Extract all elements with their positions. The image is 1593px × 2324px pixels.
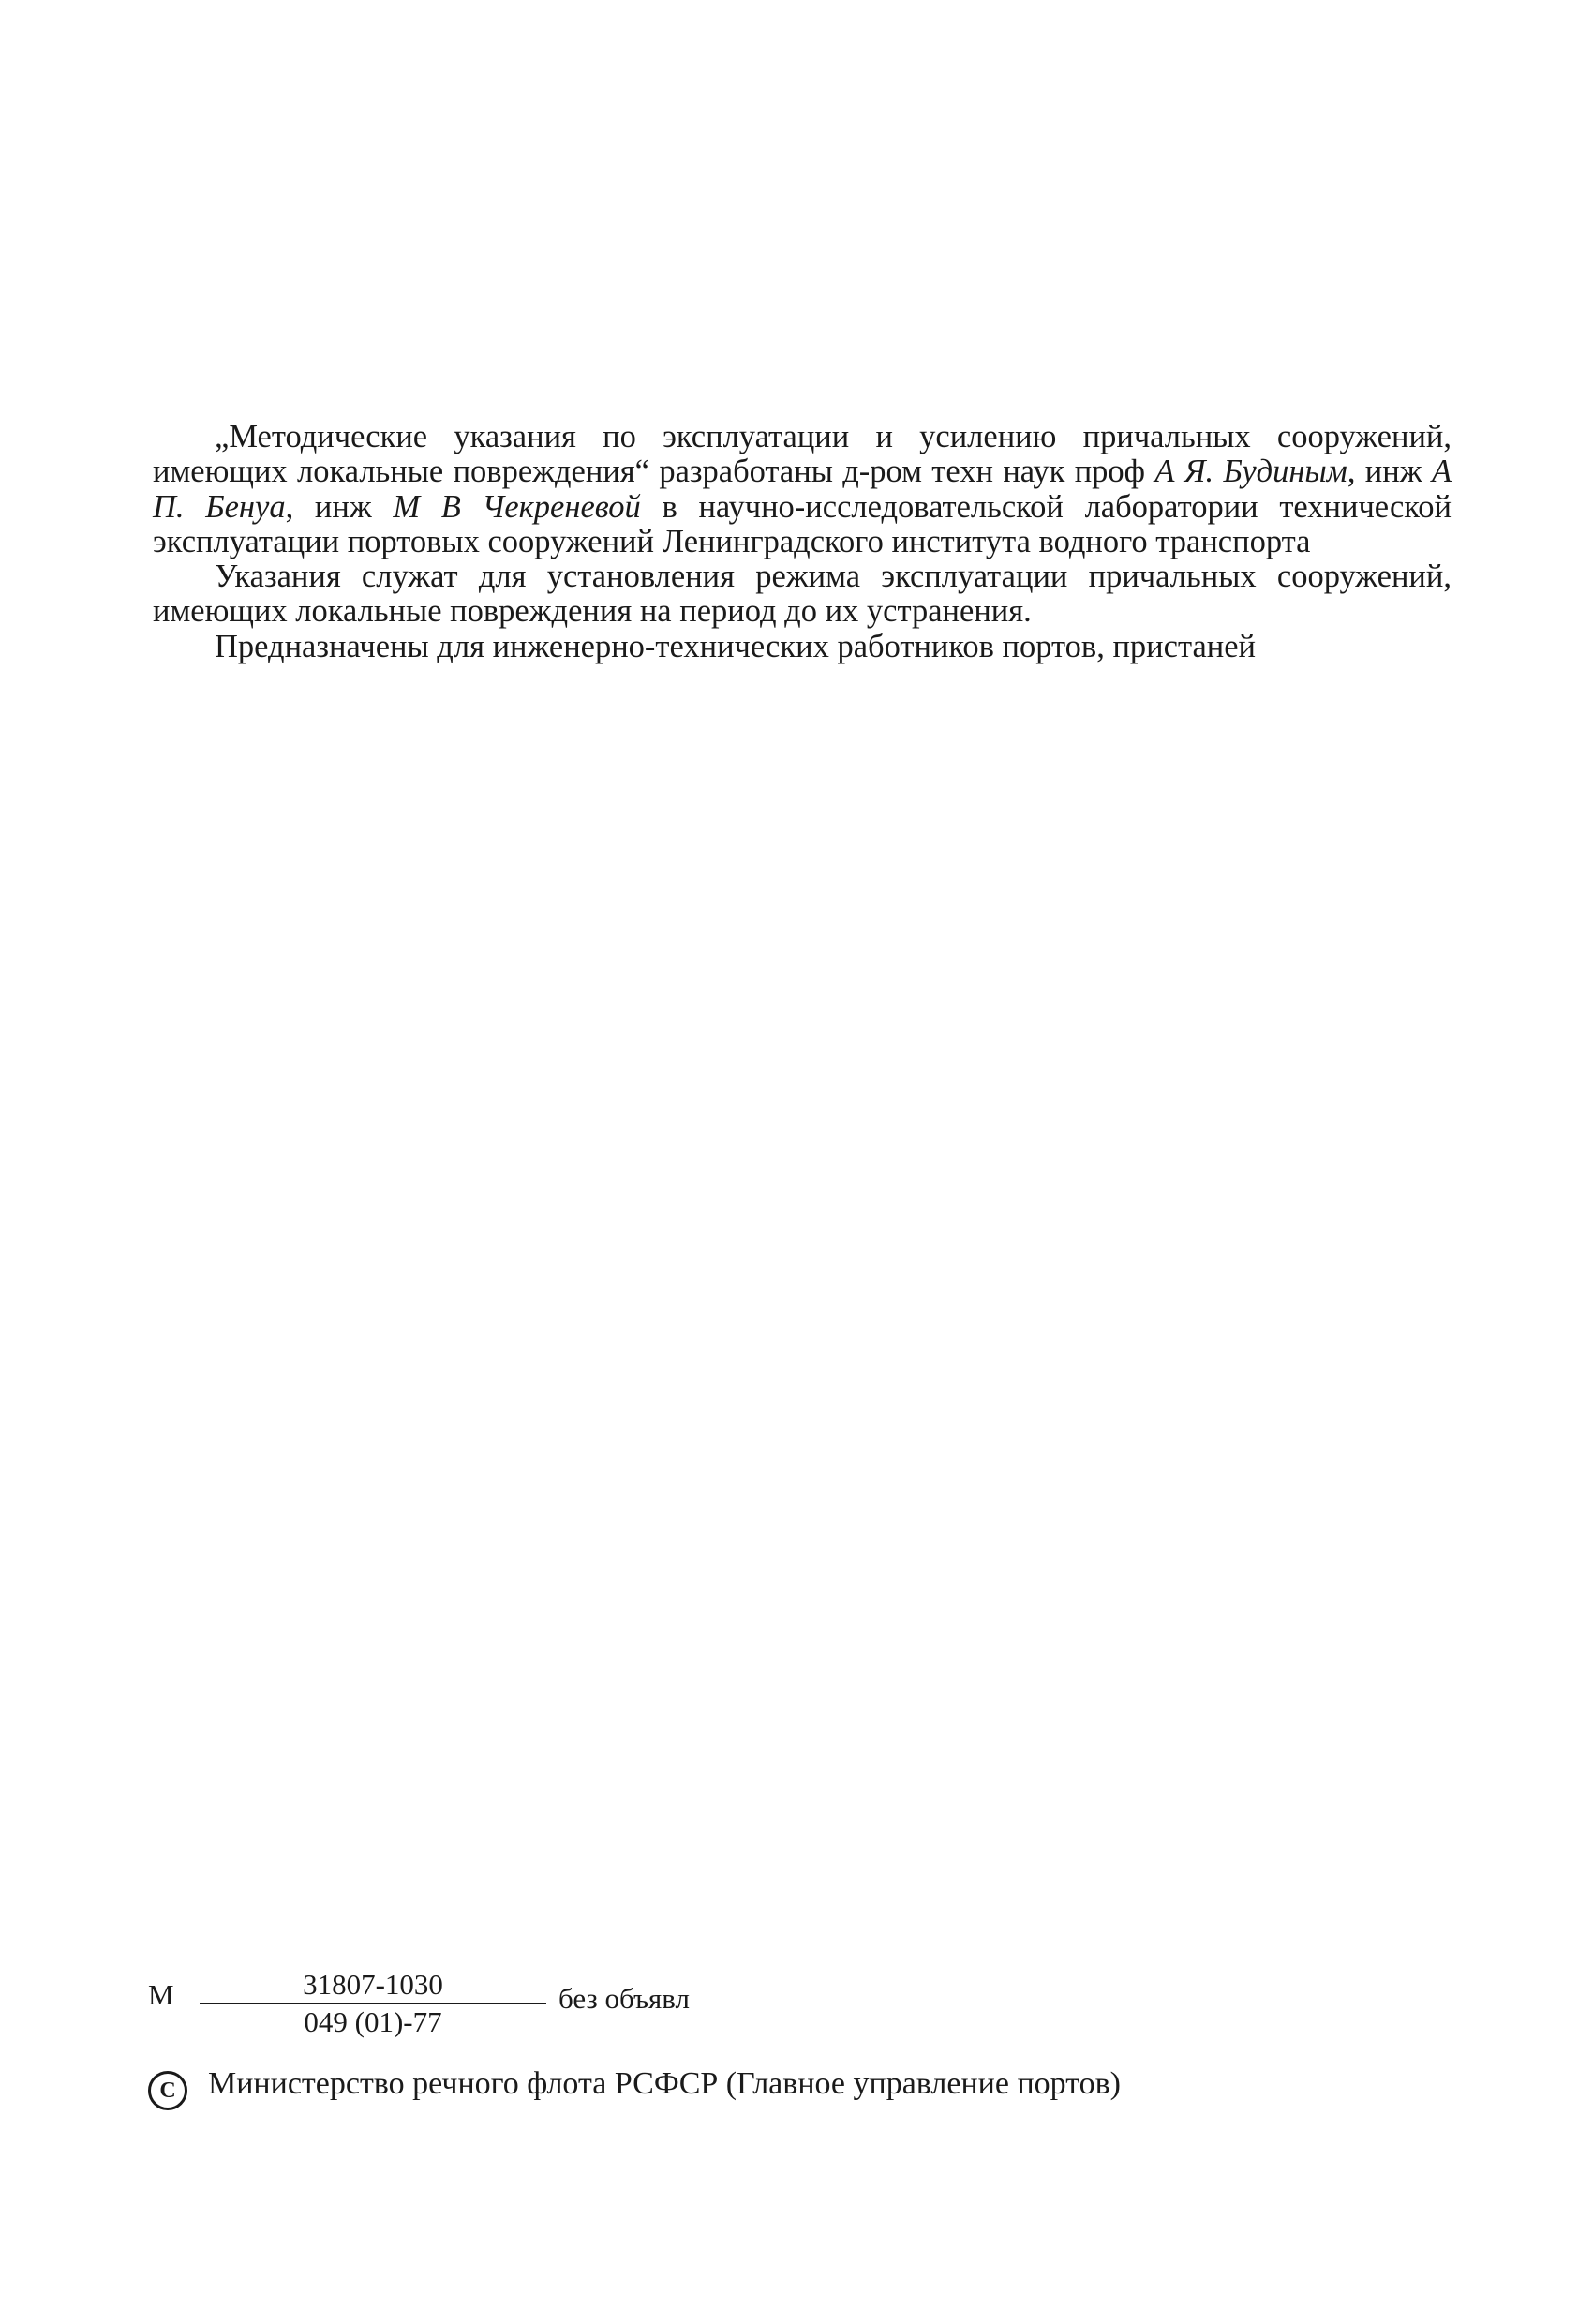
- copyright-line: [148, 2066, 1121, 2110]
- author-name: А П. Бенуа: [153, 454, 1452, 525]
- author-name: А Я. Будиным: [1154, 454, 1347, 490]
- catalog-denominator: 049 (01)-77: [304, 2005, 442, 2038]
- catalog-letter: М: [148, 1978, 174, 2011]
- copyright-icon: C: [148, 2071, 187, 2110]
- annotation-paragraph-2: Указания служат для установления режима эксплуатации причальных сооружений, имеющих локальные повреждения на период до их устранения.: [153, 559, 1452, 630]
- paragraph-text: „Методические указания по эксплуатации и усилению причальных сооружений, имеющих локальные повреждения“ разработаны д-ром техн наук проф: [153, 419, 1452, 490]
- paragraph-text: , инж: [1347, 454, 1432, 490]
- annotation-paragraph-3: Предназначены для инженерно-технических работников портов, пристаней: [215, 628, 1257, 664]
- catalog-note: без объявл: [558, 1982, 690, 2015]
- annotation-text: [153, 420, 1452, 664]
- author-name: М В Чекреневой: [393, 488, 641, 525]
- catalog-fraction: [200, 1969, 546, 2038]
- catalog-numerator: 31807-1030: [200, 1969, 546, 2004]
- paragraph-text: в научно-исследовательской лаборатории технической эксплуатации портовых сооружений Ленинградского института водного транспорта: [153, 488, 1452, 559]
- annotation-paragraph-1: [153, 420, 1452, 559]
- paragraph-text: , инж: [285, 488, 394, 525]
- copyright-text: Министерство речного флота РСФСР (Главное управление портов): [208, 2066, 1121, 2101]
